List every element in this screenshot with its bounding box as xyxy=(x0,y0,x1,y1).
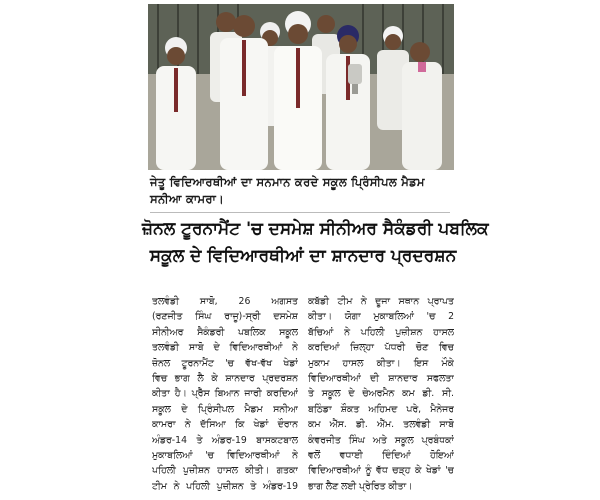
article-line: ਕਮ ਐੱਸ. ਡੀ. ਐੱਮ. ਤਲਵੰਡੀ ਸਾਬੋ xyxy=(308,419,454,431)
article-line: ਵਿਚ ਭਾਗ ਲੈ ਕੇ ਸ਼ਾਨਦਾਰ ਪ੍ਰਦਰਸ਼ਨ xyxy=(152,373,298,385)
article-line: ਟੀਮ ਨੇ ਪਹਿਲੀ ਪੁਜ਼ੀਸ਼ਨ ਤੇ ਅੰਡਰ-19 xyxy=(152,480,298,492)
article-line: ਜ਼ੋਨਲ ਟੂਰਨਾਮੈਂਟ 'ਚ ਵੱਖ-ਵੱਖ ਖੇਡਾਂ xyxy=(152,357,298,369)
article-line: ਬਠਿੰਡਾ ਸ਼ੌਕਤ ਅਹਿਮਦ ਪਰੇ, ਮੈਨੇਜਰ xyxy=(308,403,454,415)
photo-caption xyxy=(150,174,450,208)
article-line: ਭਾਗ ਲੈਣ ਲਈ ਪ੍ਰੇਰਿਤ ਕੀਤਾ। xyxy=(308,480,413,492)
article-line: ਮੁਕਾਮ ਹਾਸਲ ਕੀਤਾ। ਇਸ ਮੌਕੇ xyxy=(308,357,454,369)
article-line: ਪਹਿਲੀ ਪੁਜ਼ੀਸ਼ਨ ਹਾਸਲ ਕੀਤੀ। ਗਤਕਾ xyxy=(152,465,298,477)
headline-line-2: ਸਕੂਲ ਦੇ ਵਿਦਿਆਰਥੀਆਂ ਦਾ ਸ਼ਾਨਦਾਰ ਪ੍ਰਦਰਸ਼ਨ xyxy=(149,246,457,266)
article-line: ਸਕੂਲ ਦੇ ਪ੍ਰਿੰਸੀਪਲ ਮੈਡਮ ਸਨੀਆ xyxy=(152,403,298,415)
divider xyxy=(150,212,450,213)
article-line: ਕੀਤਾ। ਯੋਗਾ ਮੁਕਾਬਲਿਆਂ 'ਚ 2 xyxy=(308,311,454,323)
article-line: ਵਿਦਿਆਰਥੀਆਂ ਦੀ ਸ਼ਾਨਦਾਰ ਸਫਲਤਾ xyxy=(308,373,454,385)
article-column-left xyxy=(152,294,298,494)
article-line: (ਰਣਜੀਤ ਸਿੰਘ ਰਾਜੂ)-ਸ੍ਰੀ ਦਸਮੇਸ਼ xyxy=(152,311,298,323)
article-column-right xyxy=(308,294,454,494)
article-line: ਤੇ ਸਕੂਲ ਦੇ ਚੇਅਰਮੈਨ ਕਮ ਡੀ. ਸੀ. xyxy=(308,388,454,400)
caption-line-2: ਸਨੀਆ ਕਾਮਰਾ। xyxy=(150,192,225,206)
article-line: ਕਰਦਿਆਂ ਜ਼ਿਲ੍ਹਾ ਪੱਧਰੀ ਚੋਣ ਵਿਚ xyxy=(308,342,454,354)
article-line: ਅੰਡਰ-14 ਤੇ ਅੰਡਰ-19 ਬਾਸਕਟਬਾਲ xyxy=(152,434,298,446)
headline xyxy=(142,216,489,270)
headline-line-1: ਜ਼ੋਨਲ ਟੂਰਨਾਮੈਂਟ 'ਚ ਦਸਮੇਸ਼ ਸੀਨੀਅਰ ਸੈਕੰਡਰੀ ਪਬਲਿਕ xyxy=(142,219,489,239)
article-line: ਸੀਨੀਅਰ ਸੈਕੰਡਰੀ ਪਬਲਿਕ ਸਕੂਲ xyxy=(152,326,298,338)
article-line: ਕੀਤਾ ਹੈ। ਪ੍ਰੈੱਸ ਬਿਆਨ ਜਾਰੀ ਕਰਦਿਆਂ xyxy=(152,388,298,400)
article-line: ਕਾਮਰਾ ਨੇ ਦੱਸਿਆ ਕਿ ਖੇਡਾਂ ਦੌਰਾਨ xyxy=(152,419,298,431)
group-photo xyxy=(148,4,454,170)
article-line: ਵਲੋਂ ਵਧਾਈ ਦਿੰਦਿਆਂ ਹੋਇਆਂ xyxy=(308,450,454,462)
article-line: ਬੱਚਿਆਂ ਨੇ ਪਹਿਲੀ ਪੁਜ਼ੀਸ਼ਨ ਹਾਸਲ xyxy=(308,326,454,338)
article-line: ਤਲਵੰਡੀ ਸਾਬੋ ਦੇ ਵਿਦਿਆਰਥੀਆਂ ਨੇ xyxy=(152,342,298,354)
article-line: ਤਲਵੰਡੀ ਸਾਬੋ, 26 ਅਗਸਤ xyxy=(152,296,298,307)
article-line: ਮੁਕਾਬਲਿਆਂ 'ਚ ਵਿਦਿਆਰਥੀਆਂ ਨੇ xyxy=(152,450,298,462)
group-photo-graphic xyxy=(148,4,454,170)
article-line: ਕਬੱਡੀ ਟੀਮ ਨੇ ਦੂਜਾ ਸਥਾਨ ਪ੍ਰਾਪਤ xyxy=(308,296,454,307)
article-line: ਵਿਦਿਆਰਥੀਆਂ ਨੂੰ ਵੱਧ ਚੜ੍ਹ ਕੇ ਖੇਡਾਂ 'ਚ xyxy=(308,465,454,477)
caption-line-1: ਜੇਤੂ ਵਿਦਿਆਰਥੀਆਂ ਦਾ ਸਨਮਾਨ ਕਰਦੇ ਸਕੂਲ ਪ੍ਰਿੰਸੀਪਲ ਮੈਡਮ xyxy=(150,175,425,189)
article-line: ਕੰਵਰਜੀਤ ਸਿੰਘ ਅਤੇ ਸਕੂਲ ਪ੍ਰਬੰਧਕਾਂ xyxy=(308,434,454,446)
